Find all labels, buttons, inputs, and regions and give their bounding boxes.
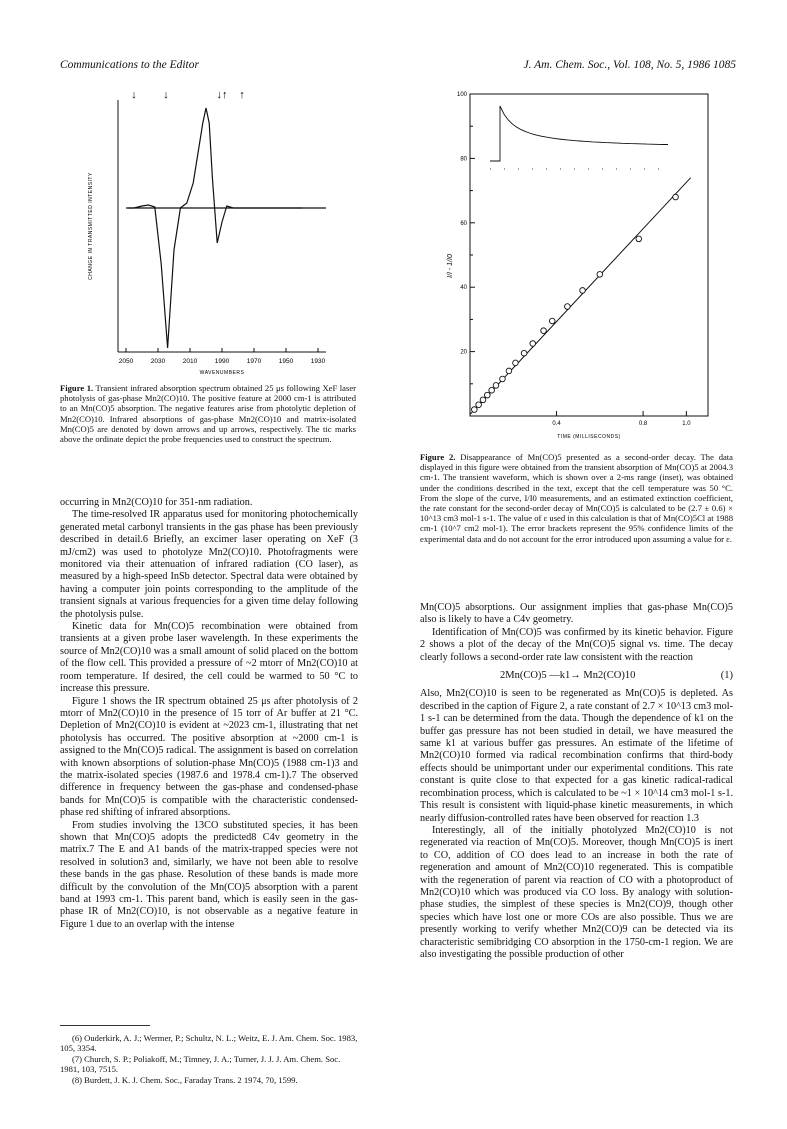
x-axis-label: TIME (MILLISECONDS) [557,434,621,440]
data-point [472,407,478,413]
data-point [530,341,536,347]
arrow-marker: ↑ [239,89,245,101]
data-point [489,387,495,393]
data-point [493,383,499,389]
y-tick-label: 100 [456,92,467,98]
figure-1-caption-label: Figure 1. [60,383,94,393]
reference: (7) Church, S. P.; Poliakoff, M.; Timney, J. A.; Turner, J. J. J. Am. Chem. Soc. 1981, 103, 7515. [60,1053,341,1075]
data-point [513,360,519,366]
y-tick-label: 20 [460,349,467,356]
paragraph: Kinetic data for Mn(CO)5 recombination were obtained from transients at a given probe laser wavelength. In these experiments the source of Mn2(CO)10 was a small amount of solid placed on the bottom of the flow cell. This provided a pressure of ~2 mtorr of Mn2(CO)10 at room temperature. If desired, the cell could be warmed to 50 °C to increase this pressure. [60,621,358,695]
x-tick-label: 1970 [246,358,262,365]
data-point [580,288,586,294]
x-tick-label: 2030 [150,358,166,365]
y-axis-label: CHANGE IN TRANSMITTED INTENSITY [88,172,94,280]
data-point [485,392,491,398]
plot-frame [470,94,708,416]
figure-1-caption-text: Transient infrared absorption spectrum obtained 25 μs following XeF laser photolysis of gas-phase Mn2(CO)10. The positive feature at 2000 cm-1 is attributed to an Mn(CO)5 absorption. The negative features arise from photolytic depletion of Mn2(CO)10. Infrared absorptions of gas-phase Mn2(CO)10 and matrix-isolated Mn(CO)5 are denoted by down arrows and up arrows, respectively. The tic marks above the ordinate depict the probe frequencies used to construct the spectrum. [60,383,357,445]
x-axis-label: WAVENUMBERS [199,370,245,376]
equation-text: 2Mn(CO)5 —k1→ Mn2(CO)10 [500,670,636,682]
footnote-rule [60,1025,150,1026]
data-point [480,397,486,403]
figure-2-caption [420,452,733,544]
x-tick-label: 1950 [278,358,294,365]
data-point [541,328,547,334]
column-1-body [60,497,358,931]
figure-1-caption [60,383,356,444]
paragraph: Mn(CO)5 absorptions. Our assignment implies that gas-phase Mn(CO)5 also is likely to have a C4v geometry. [420,602,733,626]
x-tick-label: 1990 [214,358,230,365]
paragraph: Interestingly, all of the initially photolyzed Mn2(CO)10 is not regenerated via reaction of Mn(CO)5. Moreover, though Mn(CO)5 is inert to CO, addition of CO does lead to an increase in both the rate of regeneration and amount of Mn2(CO)10 regenerated. This is compatible with the regeneration of parent via reaction of CO with a photoproduct of Mn2(CO)10 which was produced via CO loss. By analogy with solution-phase studies, the simplest of these species is Mn2(CO)9, though other species which have lost one or more COs are also possible. Thus we are presently working to verify whether Mn2(CO)9 can be detected via its characteristic semibridging CO absorption in the 1750-cm-1 region. We are also investigating the possible production of other [420,824,733,960]
paragraph: From studies involving the 13CO substituted species, it has been shown that Mn(CO)5 adopts the predicted8 C4v geometry in the matrix.7 The E and A1 bands of the matrix-trapped species were not resolved in solution3 and, similarly, we have not been able to resolve these bands in the gas phase. Resolution of these bands is made more difficult by the convolution of the Mn(CO)5 absorption with a parent band at 1993 cm-1. This parent band, which is easily seen in the gas-phase IR of Mn2(CO)10, is not observable as a negative feature in Figure 1 due to an overlap with the intense [60,819,358,930]
paragraph: occurring in Mn2(CO)10 for 351-nm radiation. [60,497,253,508]
reference: (6) Ouderkirk, A. J.; Wermer, P.; Schultz, N. L.; Weitz, E. J. Am. Chem. Soc. 1983, 105, 3354. [60,1033,358,1054]
arrow-marker: ↓ [163,89,169,101]
references [60,1033,358,1085]
figure-2-chart [440,86,740,448]
equation-number: (1) [720,670,733,682]
paragraph: Identification of Mn(CO)5 was confirmed by its kinetic behavior. Figure 2 shows a plot of the decay of the Mn(CO)5 signal vs. time. The decay clearly follows a second-order rate law consistent with the reaction [420,626,733,663]
figure-2-caption-text: Disappearance of Mn(CO)5 presented as a second-order decay. The data displayed in this figure were obtained from the transient absorption of Mn(CO)5 at 2004.3 cm-1. The transient waveform, which is shown over a 2-ms range (inset), was obtained under the conditions described in the text, except that the cell temperature was 50 °C. From the slope of the curve, I/I0 measurements, and an estimated extinction coefficient, the rate constant for the second-order decay of Mn(CO)5 is calculated to be (2.7 ± 0.6) × 10^13 cm3 mol-1 s-1. The value of ε used in this calculation is that of Mn(CO)5Cl at 1988 cm-1 (10^7 cm2 mol-1). The error brackets represent the 95% confidence limits of the experimental data and do not account for the error introduced upon assuming a value for ε. [420,452,734,544]
inset-waveform [490,106,668,161]
reference: (8) Burdett, J. K. J. Chem. Soc., Faraday Trans. 2 1974, 70, 1599. [72,1074,298,1085]
column-2-body [420,602,733,961]
data-point [549,318,555,324]
data-point [521,350,527,356]
running-header-left: Communications to the Editor [60,59,199,71]
spectrum-line [126,108,302,348]
arrow-marker: ↓↑ [216,89,228,101]
data-point [565,304,571,310]
x-tick-label: 1930 [310,358,326,365]
data-point [597,272,603,278]
data-point [673,194,679,200]
figure-2-caption-label: Figure 2. [420,452,456,462]
x-tick-label: 0.8 [638,421,648,427]
y-axis-label: I/I - 1/I0 [447,254,454,278]
x-tick-label: 0.4 [552,421,561,427]
figure-1-chart [78,80,378,380]
data-point [506,368,512,374]
equation-1 [420,670,733,682]
paragraph: Figure 1 shows the IR spectrum obtained 25 μs after photolysis of 2 mtorr of Mn2(CO)10 in the presence of 15 torr of Ar buffer at 21 °C. Depletion of Mn2(CO)10 is evident at ~2023 cm-1, illustrating that net photolysis has occurred. The positive absorption at ~2000 cm-1 is assigned to the Mn(CO)5 radical. The assignment is based on correlation with known absorptions of solution-phase Mn(CO)5 (1988 cm-1)3 and the matrix-isolated species (1987.6 and 1978.4 cm-1).7 The observed difference in frequency between the gas-phase and condensed-phase bands for Mn(CO)5 is compatible with the characteristic condensed-phase red shifting of infrared absorptions. [60,695,358,819]
x-tick-label: 2010 [182,358,198,365]
y-tick-label: 40 [460,285,467,292]
y-tick-label: 60 [460,220,467,227]
y-tick-label: 80 [460,156,467,163]
paragraph: The time-resolved IR apparatus used for monitoring photochemically generated metal carbonyl transients in the gas phase has been previously described in detail.6 Briefly, an excimer laser operating on XeF (3 mJ/cm2) was used to photolyze Mn2(CO)10. Photofragments were monitored via their attenuation of infrared radiation (CO laser), as measured by a high-speed InSb detector. Spectral data were obtained by having a computer join points corresponding to the amplitude of the transient signals at various frequencies for a given time delay following the photolysis pulse. [60,509,358,620]
data-point [636,236,642,242]
x-tick-label: 2050 [118,358,134,365]
arrow-marker: ↓ [131,89,137,101]
paragraph: Also, Mn2(CO)10 is seen to be regenerated as Mn(CO)5 is depleted. As described in the caption of Figure 2, a rate constant of 2.7 × 10^13 cm3 mol-1 s-1 can be determined from the data. Though the dependence of k1 on the buffer gas pressure has not been studied in detail, we have measured the same k1 at various buffer gas pressures. An estimate of the lifetime of Mn2(CO)10 formed via radical recombination confirms that third-body effects should be unimportant under our experimental conditions. This rate constant is quite close to that expected for a gas kinetic radical-radical recombination process, which is calculated to be ~1 × 10^14 cm3 mol-1 s-1. This result is consistent with liquid-phase kinetic measurements, in which nearly diffusion-controlled rates have been observed for reaction 1.3 [420,688,733,824]
x-tick-label: 1.0 [682,421,691,427]
running-header-right: J. Am. Chem. Soc., Vol. 108, No. 5, 1986 1085 [523,59,736,71]
data-point [500,376,506,382]
data-point [476,402,482,408]
